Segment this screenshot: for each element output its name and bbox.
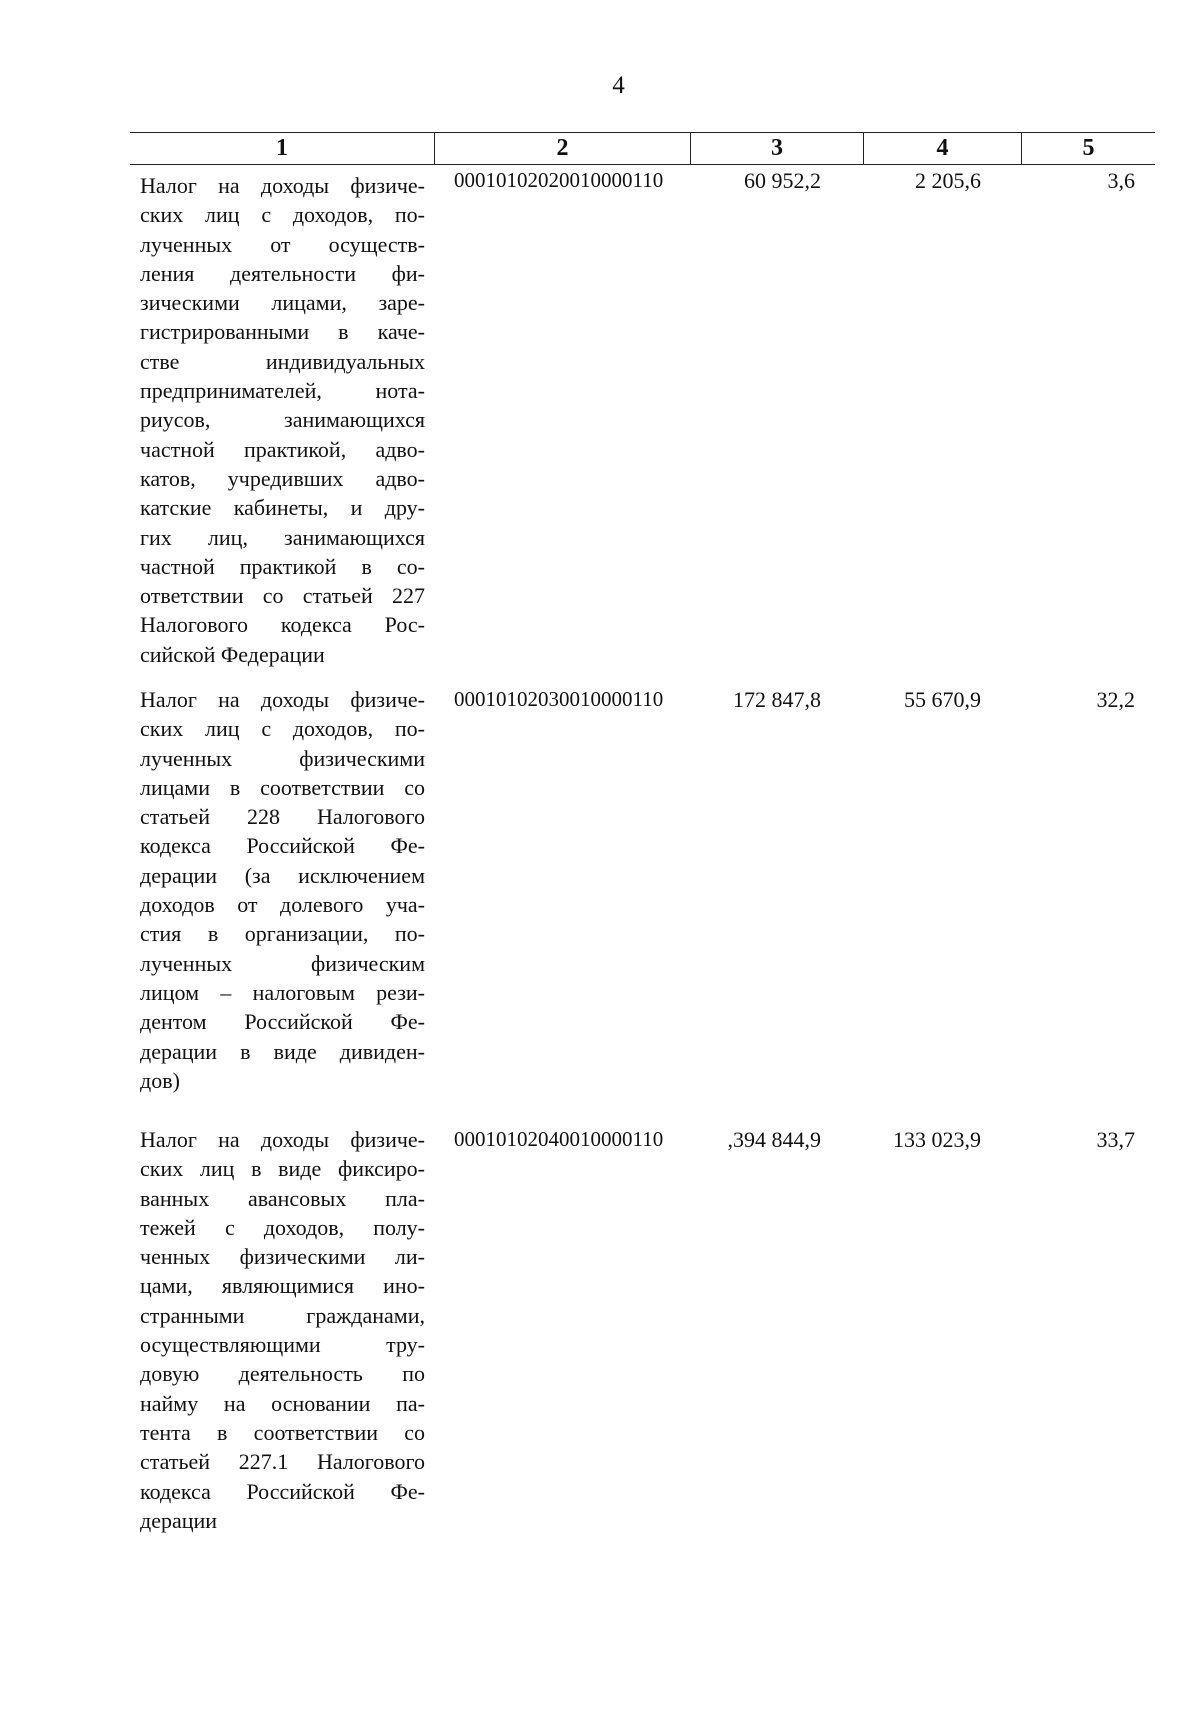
- header-col-4: 4: [863, 133, 1021, 164]
- table-header-row: [130, 132, 1155, 165]
- row-col3-value: ,394 844,9: [727, 1127, 821, 1152]
- row-description: [130, 171, 425, 685]
- header-col-5: 5: [1021, 133, 1155, 164]
- description-line: Налог на доходы физиче-: [140, 687, 425, 712]
- row-col3-value: 172 847,8: [733, 687, 821, 712]
- row-description: [130, 1125, 425, 1585]
- row-col4-value: 2 205,6: [915, 168, 981, 193]
- description-line: дерации: [140, 1507, 218, 1533]
- table-row: [130, 165, 1155, 685]
- description-line: найму на основании па-: [140, 1390, 425, 1416]
- description-line: дерации (за исключением: [140, 862, 425, 888]
- description-line: ских лиц с доходов, по-: [140, 716, 425, 742]
- description-line: кодекса Российской Фе-: [140, 833, 425, 859]
- row-description: [130, 685, 425, 1125]
- description-line: катские кабинеты, и дру-: [140, 495, 425, 521]
- description-line: кодекса Российской Фе-: [140, 1478, 425, 1504]
- page-number: 4: [612, 72, 625, 99]
- description-line: катов, учредивших адво-: [140, 465, 425, 491]
- description-line: ских лиц с доходов, по-: [140, 202, 425, 228]
- description-line: Налог на доходы физиче-: [140, 1127, 425, 1152]
- description-line: ских лиц в виде фиксиро-: [140, 1156, 425, 1182]
- description-line: лученных от осуществ-: [140, 231, 425, 257]
- description-line: риусов, занимающихся: [140, 407, 425, 433]
- description-line: тежей с доходов, полу-: [140, 1214, 425, 1240]
- description-line: частной практикой, адво-: [140, 436, 425, 462]
- description-line: предпринимателей, нота-: [140, 378, 425, 404]
- header-col-2: 2: [434, 133, 690, 164]
- description-line: лицами в соответствии со: [140, 774, 425, 800]
- description-line: ления деятельности фи-: [140, 260, 425, 286]
- row-col5-value: 32,2: [1096, 687, 1135, 712]
- row-col3-value: 60 952,2: [744, 168, 821, 193]
- description-line: гистрированными в каче-: [140, 319, 425, 345]
- description-line: тента в соответствии со: [140, 1419, 425, 1445]
- description-line: Налог на доходы физиче-: [140, 173, 425, 198]
- row-col4-value: 55 670,9: [904, 687, 981, 712]
- row-code: 00010102040010000110: [454, 1127, 664, 1151]
- description-line: Налогового кодекса Рос-: [140, 612, 425, 638]
- row-code: 00010102020010000110: [454, 168, 664, 192]
- description-line: дентом Российской Фе-: [140, 1009, 425, 1035]
- table-row: [130, 1125, 1155, 1585]
- description-line: лученных физическими: [140, 745, 425, 771]
- description-line: дов): [140, 1067, 180, 1093]
- description-line: стве индивидуальных: [140, 348, 425, 374]
- description-line: стия в организации, по-: [140, 921, 425, 947]
- description-line: доходов от долевого уча-: [140, 892, 425, 918]
- description-line: ванных авансовых пла-: [140, 1185, 425, 1211]
- tax-income-table: [130, 132, 1155, 1585]
- description-line: цами, являющимися ино-: [140, 1273, 425, 1299]
- description-line: странными гражданами,: [140, 1302, 425, 1328]
- description-line: гих лиц, занимающихся: [140, 524, 425, 550]
- description-line: статьей 228 Налогового: [140, 804, 425, 830]
- row-col5-value: 33,7: [1096, 1127, 1135, 1152]
- description-line: ченных физическими ли-: [140, 1244, 425, 1270]
- description-line: довую деятельность по: [140, 1361, 425, 1387]
- row-col4-value: 133 023,9: [893, 1127, 981, 1152]
- description-line: лицом – налоговым рези-: [140, 979, 425, 1005]
- row-code: 00010102030010000110: [454, 687, 664, 711]
- description-line: частной практикой в со-: [140, 553, 425, 579]
- description-line: зическими лицами, заре-: [140, 290, 425, 316]
- description-line: лученных физическим: [140, 950, 425, 976]
- header-col-3: 3: [690, 133, 863, 164]
- table-row: [130, 685, 1155, 1125]
- description-line: осуществляющими тру-: [140, 1332, 425, 1358]
- row-col5-value: 3,6: [1107, 168, 1135, 193]
- description-line: сийской Федерации: [140, 641, 325, 667]
- header-col-1: 1: [276, 135, 288, 161]
- description-line: ответствии со статьей 227: [140, 583, 425, 609]
- description-line: статьей 227.1 Налогового: [140, 1449, 425, 1475]
- description-line: дерации в виде дивиден-: [140, 1038, 425, 1064]
